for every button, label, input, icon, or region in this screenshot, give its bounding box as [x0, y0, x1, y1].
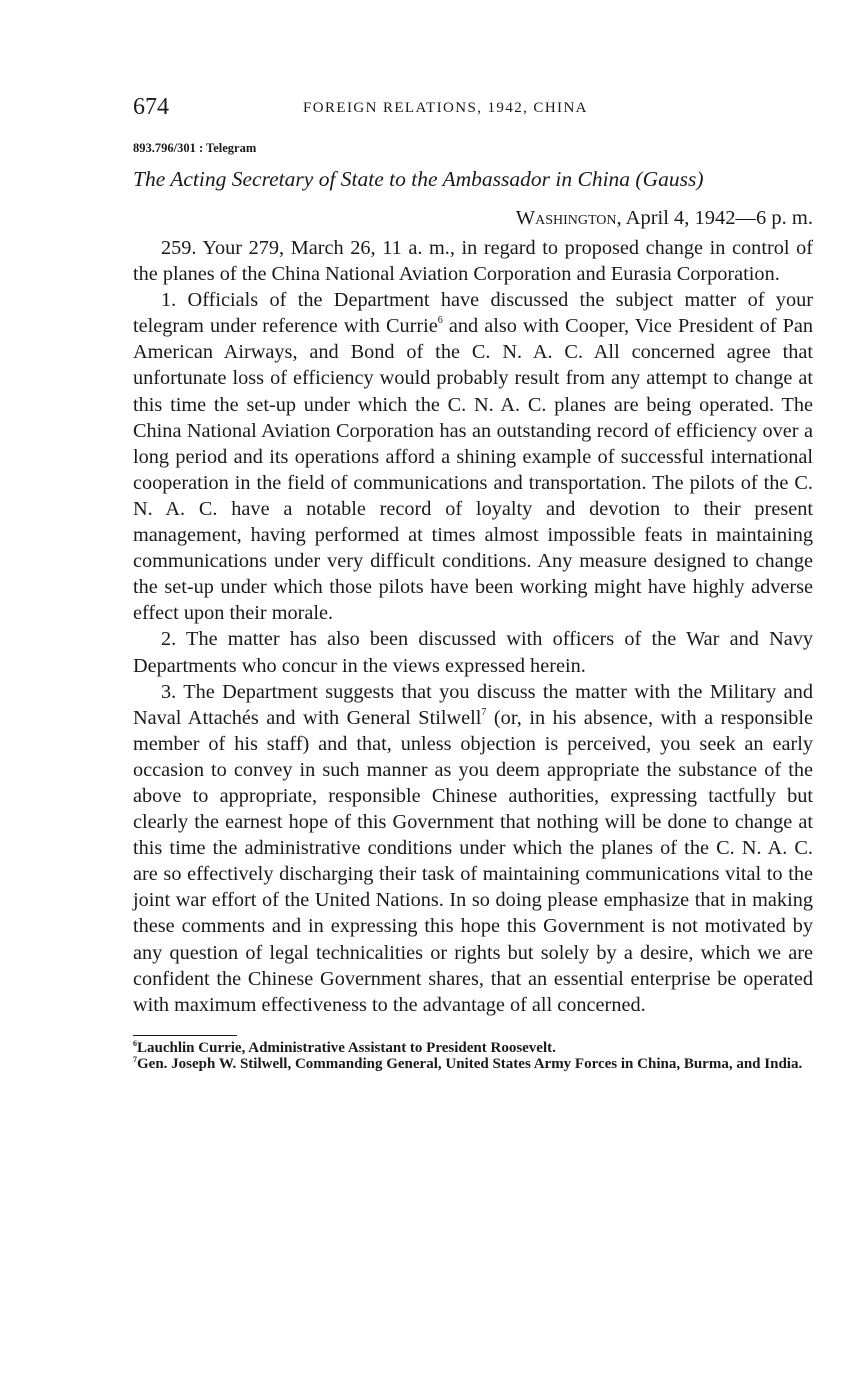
- footnote-6-mark: 6: [133, 1038, 137, 1048]
- footnote-7-mark: 7: [133, 1054, 137, 1064]
- dateline-date: , April 4, 1942—6 p. m.: [616, 207, 813, 229]
- footnote-divider: [133, 1035, 237, 1036]
- footnote-ref-7: 7: [481, 706, 487, 718]
- footnotes: [133, 1040, 813, 1072]
- dateline: [133, 204, 813, 232]
- document-title: The Acting Secretary of State to the Ambassador in China (Gauss): [133, 167, 704, 191]
- footnote-ref-6: 6: [437, 315, 443, 327]
- footnote-6-text: Lauchlin Currie, Administrative Assistant to President Roosevelt.: [137, 1039, 556, 1056]
- footnote-7-text: Gen. Joseph W. Stilwell, Commanding General, United States Army Forces in China, Burma, and India.: [137, 1055, 803, 1072]
- dateline-place: Washington: [515, 207, 617, 229]
- paragraph-3-text-a: 3. The Department suggests that you discuss the matter with the Military and Naval Attachés and with General Stilwell: [133, 680, 813, 729]
- footnote-6: [133, 1040, 813, 1056]
- paragraph-1: [133, 287, 813, 626]
- paragraph-2: 2. The matter has also been discussed with officers of the War and Navy Departments who concur in the views expressed herein.: [133, 628, 813, 677]
- file-reference: 893.796/301 : Telegram: [133, 141, 257, 155]
- running-header: [133, 92, 813, 122]
- telegram-body: [133, 235, 813, 1018]
- document-page: [133, 92, 813, 1072]
- footnote-7: [133, 1056, 813, 1072]
- paragraph-1-text-a: 1. Officials of the Department have discussed the subject matter of your telegram under reference with Currie: [133, 289, 813, 338]
- paragraph-3: [133, 679, 813, 1018]
- page-number: 674: [133, 94, 169, 120]
- paragraph-3-text-b: (or, in his absence, with a responsible member of his staff) and that, unless objection is perceived, you seek an early occasion to convey in such manner as you deem appropriate the substance of the above to appropriate, responsible Chinese authorities, expressing tactfully but clearly the earnest hope of this Government that nothing will be done to change at this time the administrative conditions under which the planes of the C. N. A. C. are so effectively discharging their task of maintaining communications vital to the joint war effort of the United Nations. In so doing please emphasize that in making these comments and in expressing this hope this Government is not motivated by any question of legal technicalities or rights but solely by a desire, which we are confident the Chinese Government shares, that an essential enterprise be operated with maximum effectiveness to the advantage of all concerned.: [133, 706, 813, 1016]
- paragraph-intro: 259. Your 279, March 26, 11 a. m., in regard to proposed change in control of the planes of the China National Aviation Corporation and Eurasia Corporation.: [133, 237, 813, 286]
- running-title: FOREIGN RELATIONS, 1942, CHINA: [303, 100, 588, 116]
- paragraph-1-text-b: and also with Cooper, Vice President of Pan American Airways, and Bond of the C. N. A. C. All concerned agree that unfortunate loss of efficiency would probably result from any attempt to change at this time the set-up under which the C. N. A. C. planes are being operated. The China National Aviation Corporation has an outstanding record of efficiency over a long period and its operations afford a shining example of successful international cooperation in the field of communications and transportation. The pilots of the C. N. A. C. have a notable record of loyalty and devotion to their present management, having performed at times almost impossible feats in maintaining communications under very difficult conditions. Any measure designed to change the set-up under which those pilots have been working might have highly adverse effect upon their morale.: [133, 315, 813, 625]
